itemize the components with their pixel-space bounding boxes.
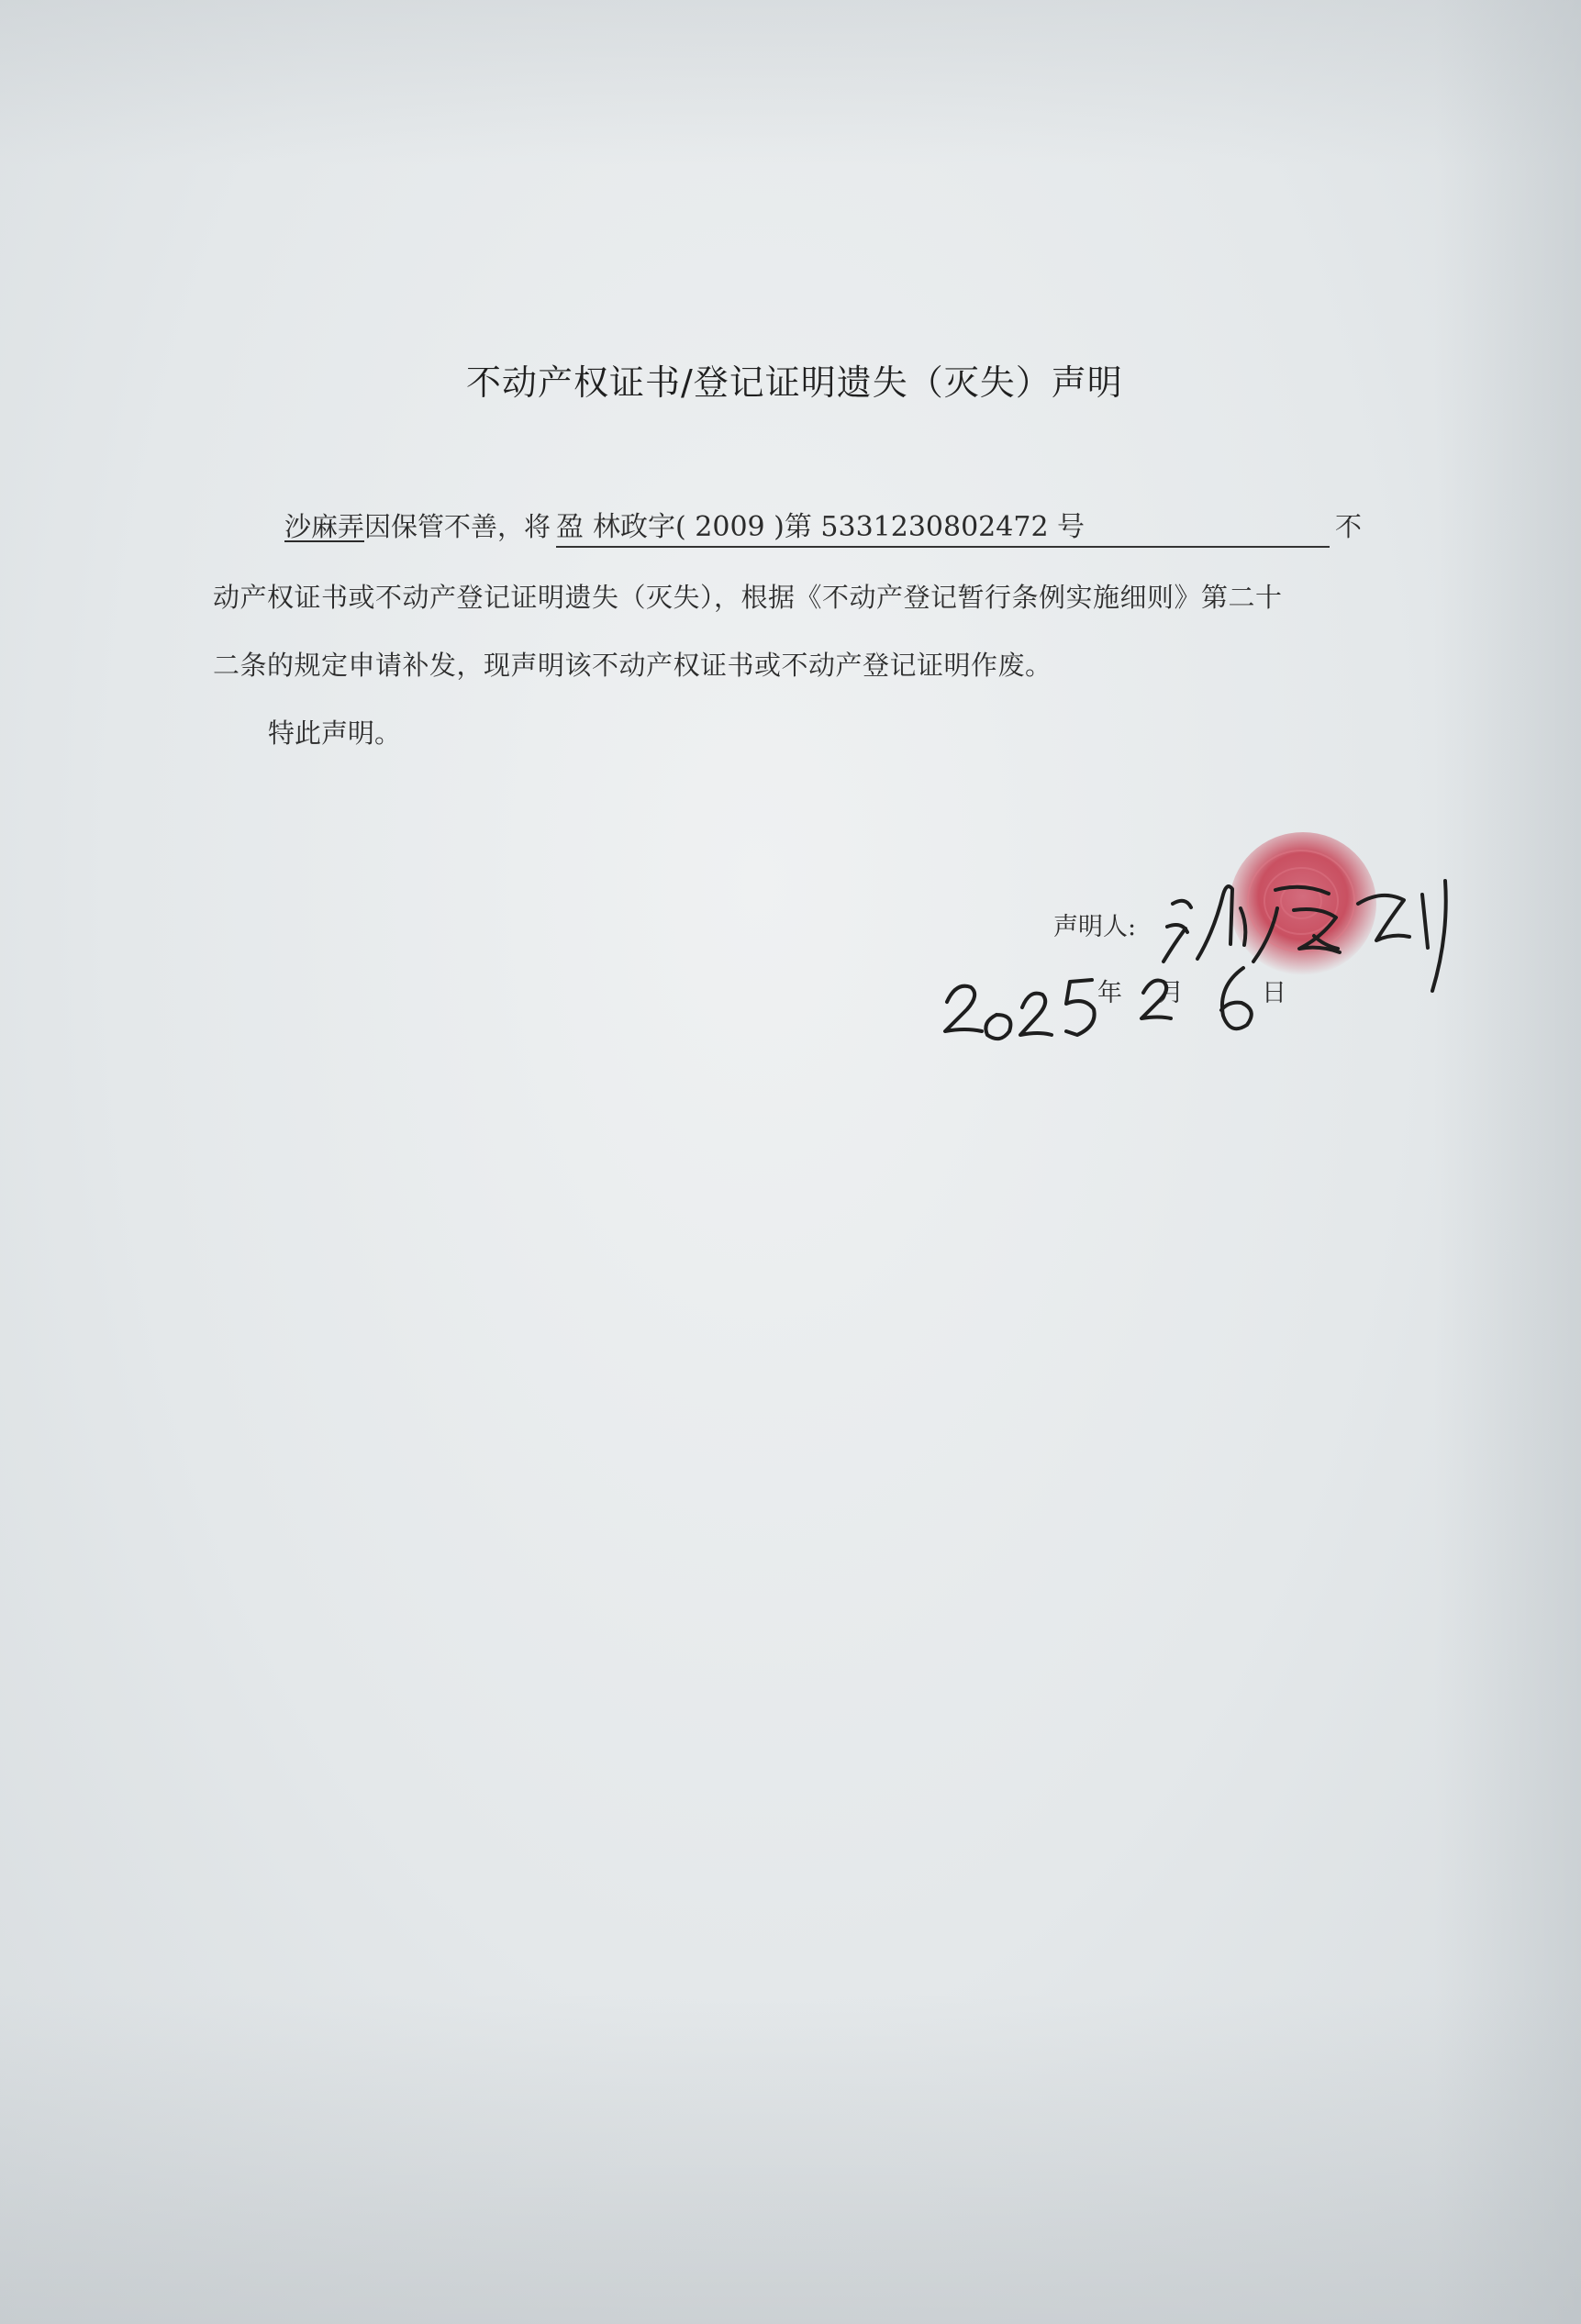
- certificate-number-field: [556, 504, 1330, 548]
- declarant-label: 声明人:: [1053, 913, 1137, 941]
- paper-shadow-top: [0, 0, 1581, 165]
- document-title: 不动产权证书/登记证明遗失（灭失）声明: [466, 362, 1123, 403]
- certificate-prefix: 盈: [556, 511, 585, 543]
- certificate-number: 林政字( 2009 )第 5331230802472 号: [593, 511, 1086, 543]
- month-label: 月: [1159, 979, 1184, 1007]
- body-line-1-tail: 不: [1335, 511, 1363, 542]
- body-line-1-text: 因保管不善，将: [364, 511, 551, 542]
- body-line-2: 动产权证书或不动产登记证明遗失（灭失），根据《不动产登记暂行条例实施细则》第二十: [213, 582, 1283, 613]
- handwritten-signature: [1163, 881, 1446, 991]
- day-label: 日: [1262, 979, 1286, 1007]
- declarant-name: 沙麻弄: [284, 511, 365, 542]
- paper-shadow-right: [1434, 0, 1581, 2324]
- paper-shadow-bottom: [0, 1994, 1581, 2324]
- body-line-3: 二条的规定申请补发，现声明该不动产权证书或不动产登记证明作废。: [213, 650, 1052, 681]
- fingerprint-mark: [1230, 832, 1376, 975]
- body-line-4: 特此声明。: [268, 717, 402, 749]
- year-label: 年: [1097, 979, 1122, 1007]
- body-line-1: [284, 504, 1362, 548]
